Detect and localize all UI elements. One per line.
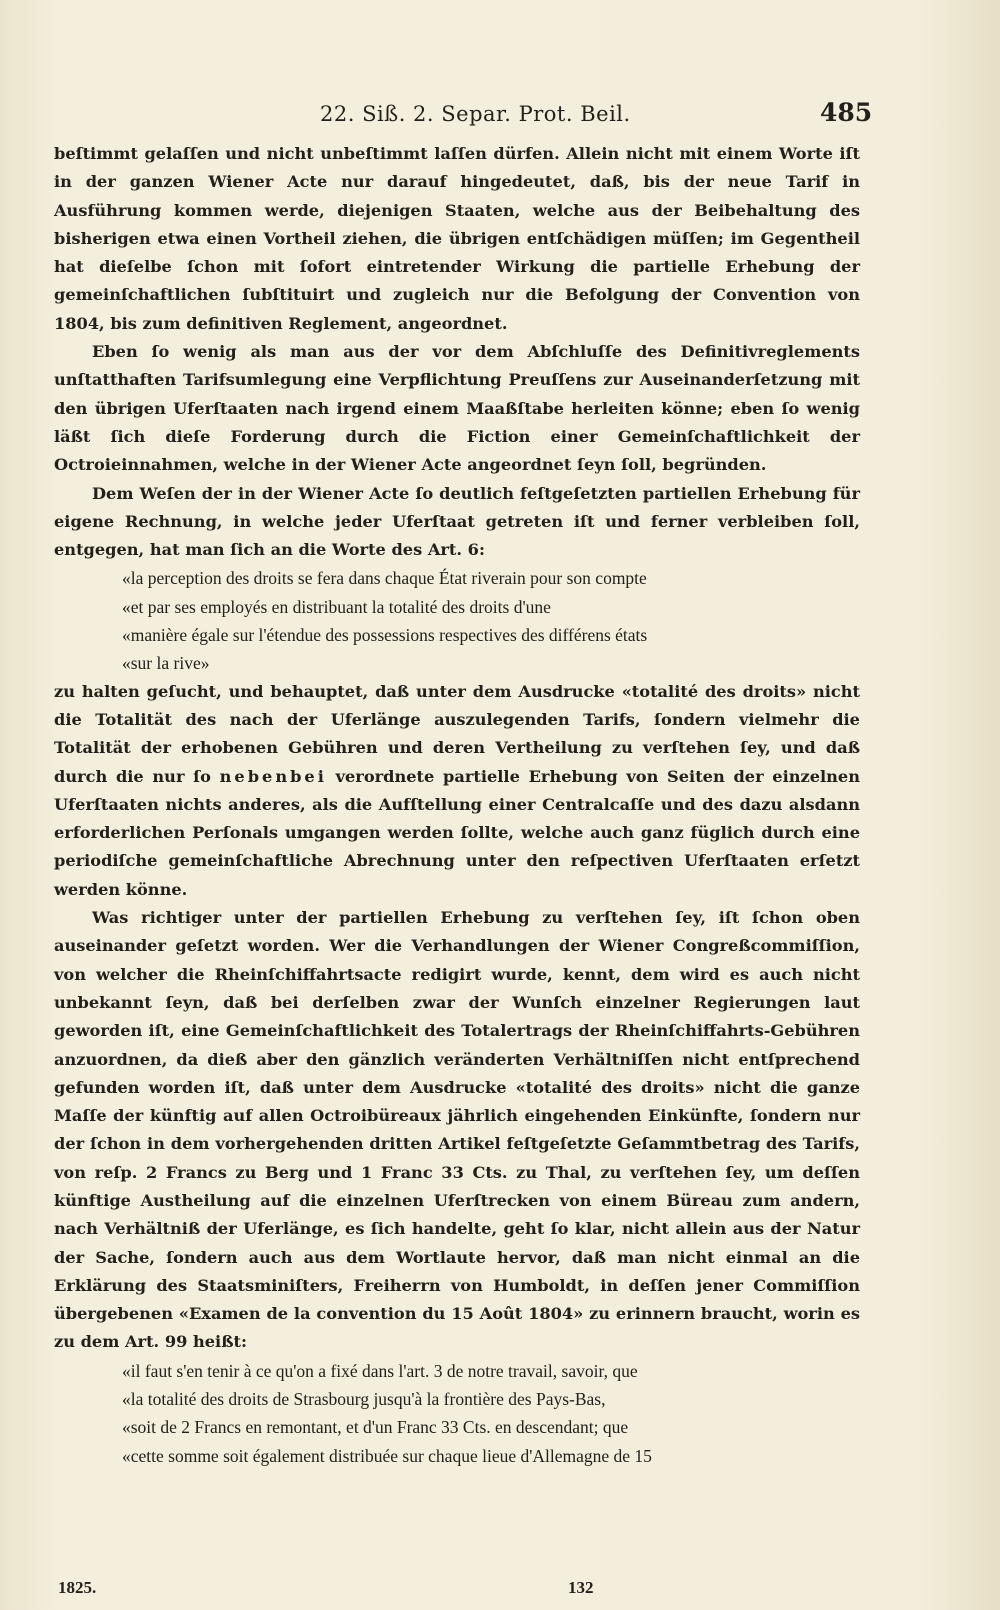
- page-body: [54, 140, 860, 1470]
- paragraph-2: Eben ſo wenig als man aus der vor dem Abſchluſſe des Definitivreglements unſtatthaften Tarifsumlegung eine Verpflichtung Preuſſens zur Auseinanderſetzung mit den übrigen Uferſtaaten nach irgend einem Maaßſtabe herleiten könne; eben ſo wenig läßt ſich dieſe Forderung durch die Fiction einer Gemeinſchaftlichkeit der Octroieinnahmen, welche in der Wiener Acte angeordnet ſeyn ſoll, begründen.: [54, 342, 860, 475]
- quote-line: «la perception des droits se fera dans chaque État riverain pour son compte: [122, 568, 647, 589]
- paragraph-3: Dem Weſen der in der Wiener Acte ſo deutlich feſtgeſetzten partiellen Erhebung für eigene Rechnung, in welche jeder Uferſtaat getreten iſt und ferner verbleiben ſoll, entgegen, hat man ſich an die Worte des Art. 6:: [54, 483, 860, 560]
- paragraph-4: [54, 678, 860, 904]
- emphasized-word: nebenbei: [219, 766, 327, 786]
- running-head: 22. Siß. 2. Separ. Prot. Beil.: [320, 102, 631, 126]
- quote-line: «cette somme soit également distribuée sur chaque lieue d'Allemagne de 15: [122, 1445, 652, 1466]
- french-quote-1: [54, 564, 860, 677]
- quote-line: «et par ses employés en distribuant la totalité des droits d'une: [122, 596, 551, 617]
- paragraph-1: beſtimmt gelaſſen und nicht unbeſtimmt laſſen dürfen. Allein nicht mit einem Worte iſt in der ganzen Wiener Acte nur darauf hingedeutet, daß, bis der neue Tarif in Ausführung kommen werde, diejenigen Staaten, welche aus der Beibehaltung des bisherigen etwa einen Vortheil ziehen, die übrigen entſchädigen müſſen; im Gegentheil hat dieſelbe ſchon mit ſofort eintretender Wirkung die partielle Erhebung der gemeinſchaftlichen ſubſtituirt und zugleich nur die Befolgung der Convention von 1804, bis zum definitiven Reglement, angeordnet.: [54, 144, 860, 333]
- paragraph-4-part-b: verordnete partielle Erhebung von Seiten der einzelnen Uferſtaaten nichts anderes, als die Aufſtellung einer Centralcaſſe und des dazu alsdann erforderlichen Perſonals umgangen werden ſollte, welche auch ganz füglich durch eine periodiſche gemeinſchaftliche Abrechnung unter den reſpectiven Uferſtaaten erſetzt werden könne.: [54, 766, 860, 899]
- quote-line: «manière égale sur l'étendue des possessions respectives des différens états: [122, 625, 648, 646]
- paragraph-4-part-a: zu halten geſucht, und behauptet, daß unter dem Ausdrucke «totalité des droits» nicht die Totalität des nach der Uferlänge auszulegenden Tarifs, ſondern vielmehr die Totalität der erhobenen Gebühren und deren Vertheilung zu verſtehen ſey, und daß durch die nur ſo: [54, 681, 860, 786]
- quote-line: «sur la rive»: [122, 653, 210, 674]
- page-header: [0, 96, 1000, 130]
- footer-year: 1825.: [58, 1578, 97, 1597]
- paragraph-5: Was richtiger unter der partiellen Erhebung zu verſtehen ſey, iſt ſchon oben auseinander geſetzt worden. Wer die Verhandlungen der Wiener Congreßcommiſſion, von welcher die Rheinſchiffahrtsacte redigirt wurde, kennt, dem wird es auch nicht unbekannt ſeyn, daß bei derſelben zwar der Wunſch einzelner Regierungen laut geworden iſt, eine Gemeinſchaftlichkeit des Totalertrags der Rheinſchiffahrts-Gebühren anzuordnen, da dieß aber den gänzlich veränderten Verhältniſſen nicht entſprechend gefunden worden iſt, daß unter dem Ausdrucke «totalité des droits» nicht die ganze Maſſe der künftig auf allen Octroibüreaux jährlich eingehenden Einkünfte, ſondern nur der ſchon in dem vorhergehenden dritten Artikel feſtgeſetzte Geſammtbetrag des Tarifs, von reſp. 2 Francs zu Berg und 1 Franc 33 Cts. zu Thal, zu verſtehen ſey, um deſſen künftige Austheilung auf die einzelnen Uferſtrecken von einem Büreau zum andern, nach Verhältniß der Uferlänge, es ſich handelte, geht ſo klar, nicht allein aus der Natur der Sache, ſondern auch aus dem Wortlaute hervor, daß man nicht einmal an die Erklärung des Staatsminiſters, Freiherrn von Humboldt, in deſſen jener Commiſſion übergebenen «Examen de la convention du 15 Août 1804» zu erinnern braucht, worin es zu dem Art. 99 heißt:: [54, 908, 860, 1352]
- sheet-signature: 132: [568, 1578, 594, 1597]
- quote-line: «soit de 2 Francs en remontant, et d'un Franc 33 Cts. en descendant; que: [122, 1417, 629, 1438]
- page-number: 485: [820, 98, 873, 127]
- page-footer: [0, 1578, 1000, 1604]
- quote-line: «il faut s'en tenir à ce qu'on a fixé dans l'art. 3 de notre travail, savoir, que: [122, 1360, 638, 1381]
- quote-line: «la totalité des droits de Strasbourg jusqu'à la frontière des Pays-Bas,: [122, 1389, 606, 1410]
- french-quote-2: [54, 1357, 860, 1470]
